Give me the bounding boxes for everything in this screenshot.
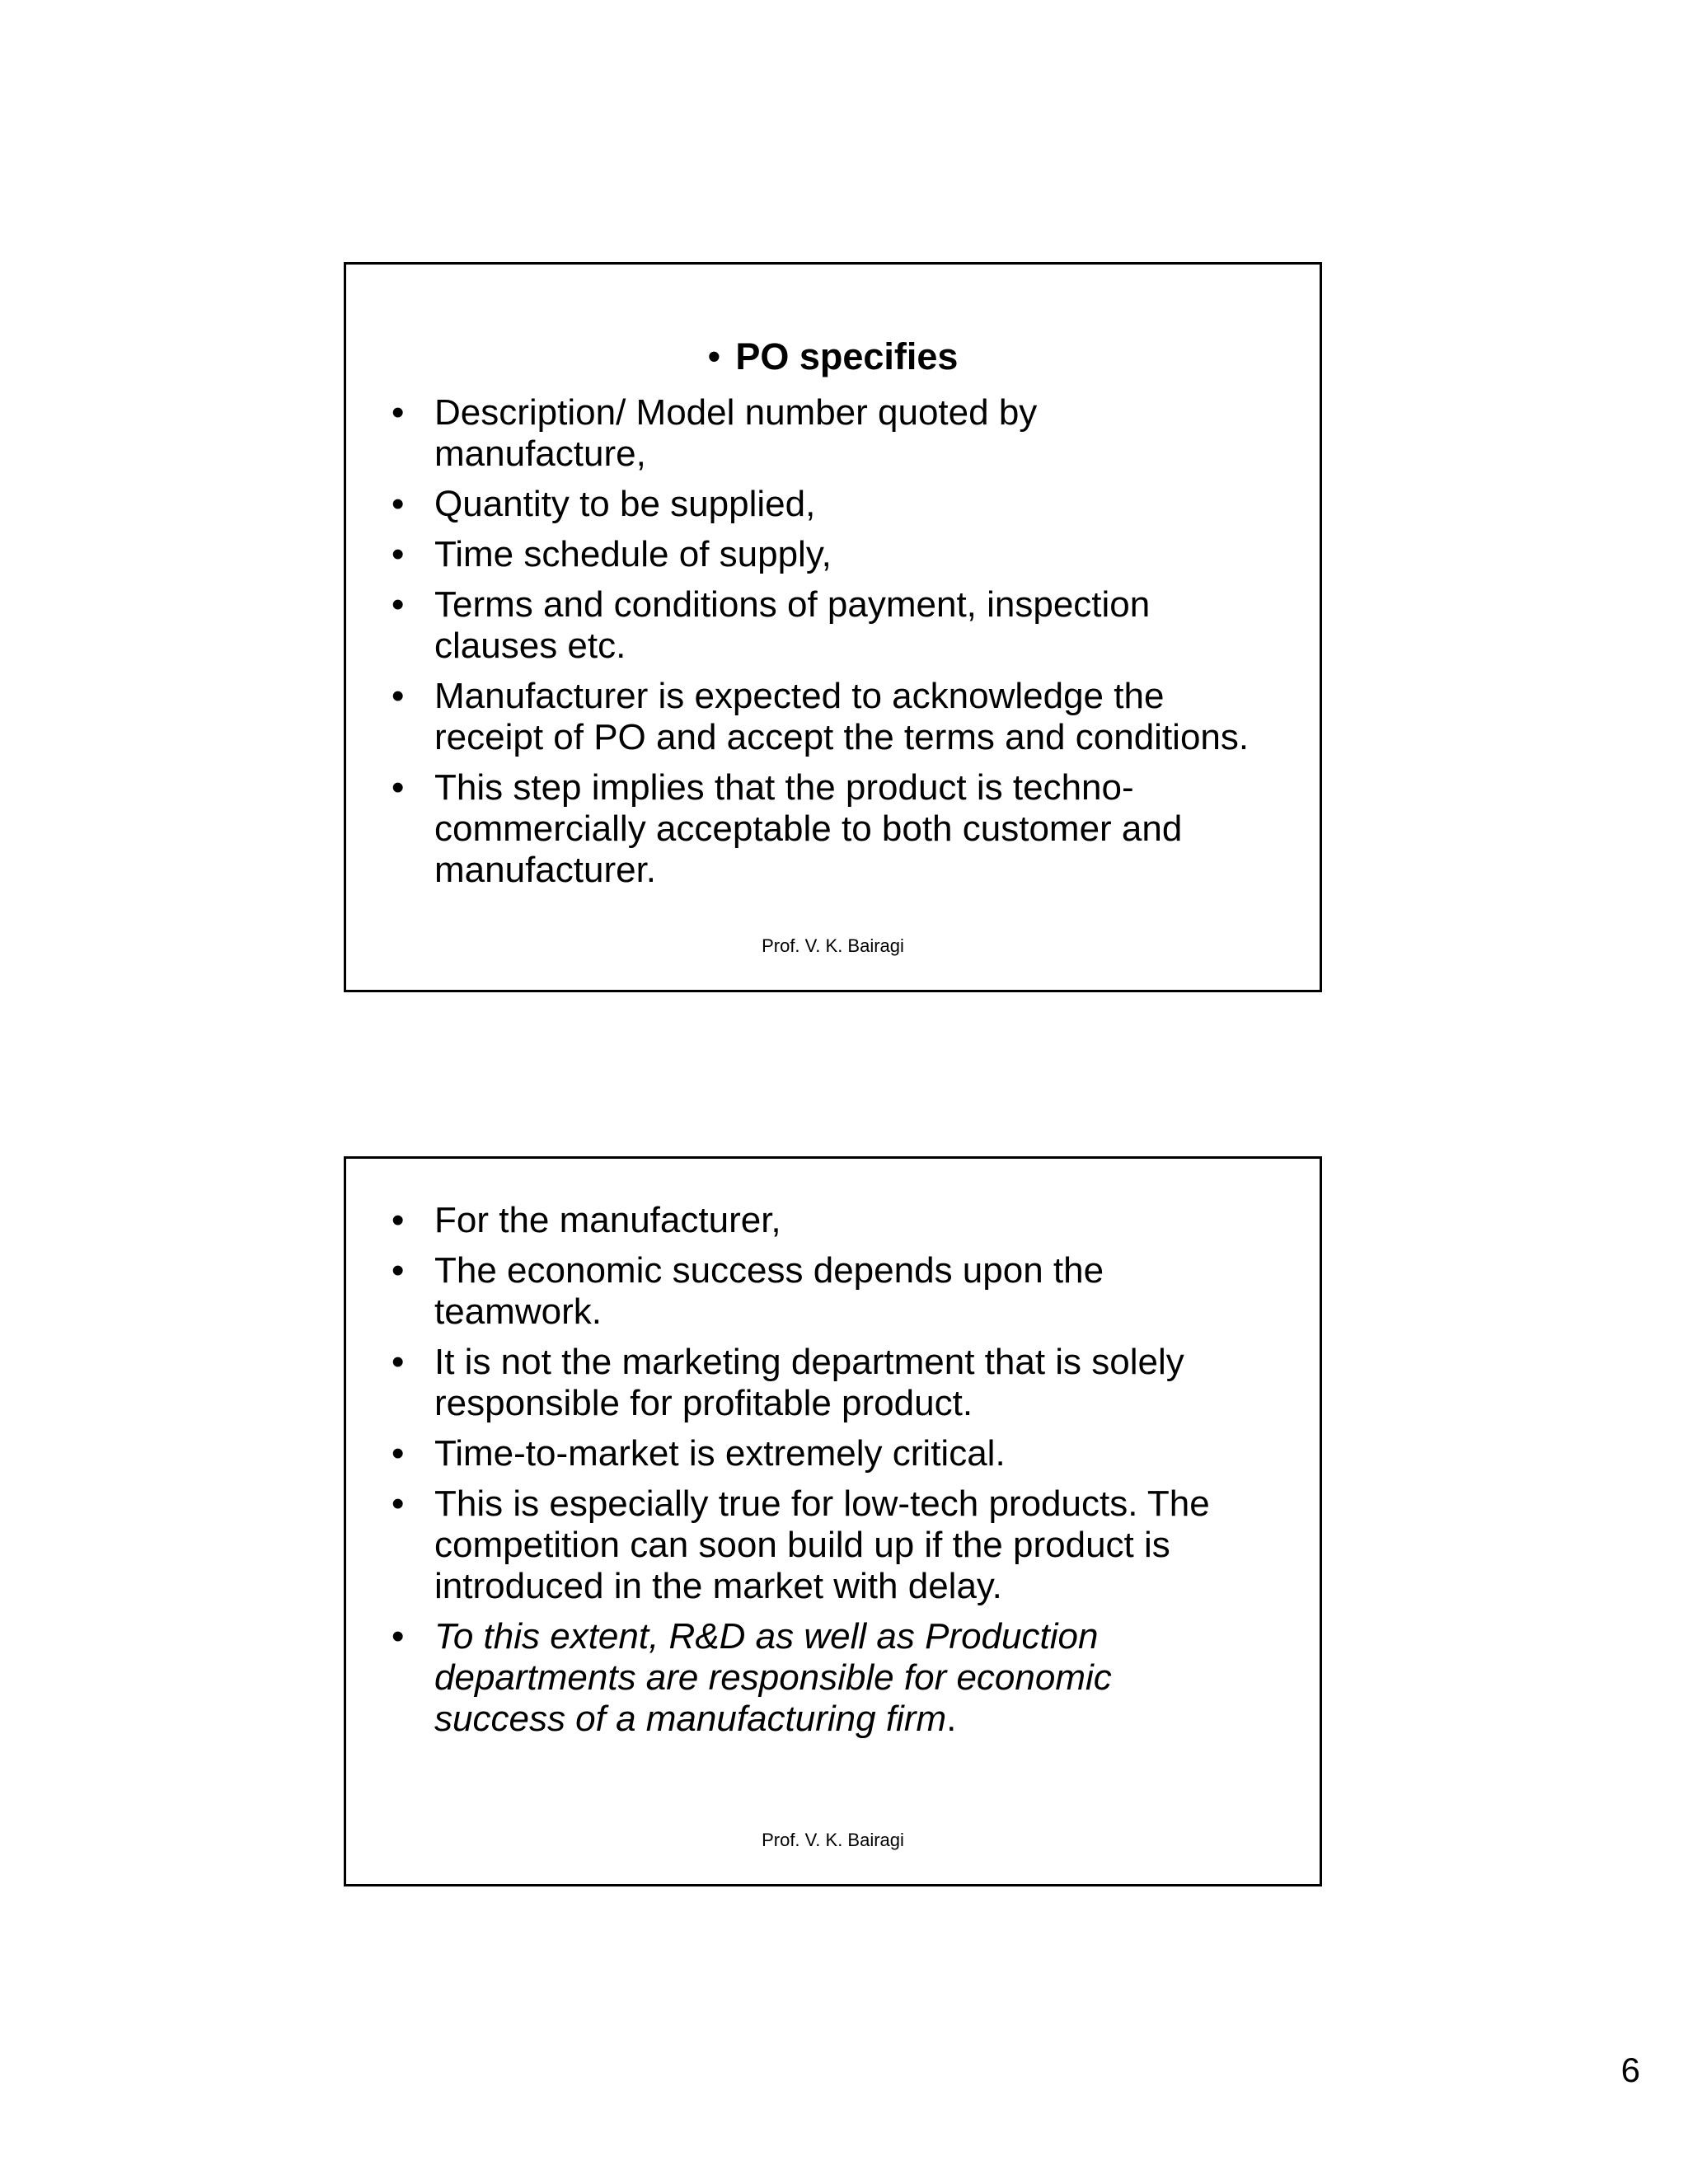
list-item: [392, 484, 1287, 525]
bullet-text: Terms and conditions of payment, inspection clauses etc.: [434, 584, 1151, 666]
bullet-icon: •: [392, 1433, 405, 1474]
page-number: 6: [1620, 2050, 1640, 2089]
list-item: [392, 1433, 1287, 1474]
list-item: [392, 676, 1259, 758]
bullet-icon: •: [392, 484, 405, 524]
bullet-icon: •: [392, 1616, 405, 1657]
slide-heading-text: PO specifies: [735, 335, 959, 377]
bullet-text: It is not the marketing department that is solely responsible for profitable product.: [434, 1342, 1184, 1423]
bullet-icon: •: [707, 335, 721, 377]
bullet-text: For the manufacturer,: [434, 1200, 781, 1240]
list-item: [392, 767, 1292, 891]
bullet-text: To this extent, R&D as well as Production departments are responsible for economic success of a manufacturing firm: [434, 1616, 1112, 1739]
bullet-icon: •: [392, 1200, 405, 1240]
bullet-icon: •: [392, 767, 405, 808]
bullet-text: This step implies that the product is techno-commercially acceptable to both customer and manufacturer.: [434, 767, 1183, 890]
slide-2: [344, 1156, 1322, 1886]
bullet-icon: •: [392, 534, 405, 574]
slide-footer: Prof. V. K. Bairagi: [762, 935, 904, 956]
bullet-list: [392, 1200, 1287, 1749]
bullet-text: Manufacturer is expected to acknowledge the receipt of PO and accept the terms and conditions.: [434, 676, 1250, 757]
bullet-text: Quantity to be supplied,: [434, 484, 816, 524]
list-item: [392, 584, 1259, 667]
bullet-icon: •: [392, 676, 405, 716]
bullet-icon: •: [392, 392, 405, 433]
bullet-icon: •: [392, 1342, 405, 1382]
bullet-text-suffix: .: [946, 1699, 957, 1739]
bullet-icon: •: [392, 584, 405, 625]
list-item: [392, 1616, 1226, 1740]
slide-footer: Prof. V. K. Bairagi: [762, 1830, 904, 1850]
slide-1: [344, 262, 1322, 992]
bullet-text: Time-to-market is extremely critical.: [434, 1433, 1006, 1474]
bullet-text: Description/ Model number quoted by manufacture,: [434, 392, 1038, 474]
list-item: [392, 534, 1287, 575]
bullet-text: Time schedule of supply,: [434, 534, 832, 574]
bullet-text: This is especially true for low-tech products. The competition can soon build up if the product is introduced in the market with delay.: [434, 1483, 1210, 1606]
list-item: [392, 1483, 1308, 1607]
bullet-icon: •: [392, 1250, 405, 1291]
list-item: [392, 1342, 1300, 1424]
list-item: [392, 1200, 1287, 1241]
list-item: [392, 1250, 1201, 1333]
bullet-text: The economic success depends upon the teamwork.: [434, 1250, 1104, 1332]
bullet-list: [392, 392, 1287, 900]
bullet-icon: •: [392, 1483, 405, 1524]
list-item: [392, 392, 1160, 475]
slide-heading: [346, 336, 1320, 377]
